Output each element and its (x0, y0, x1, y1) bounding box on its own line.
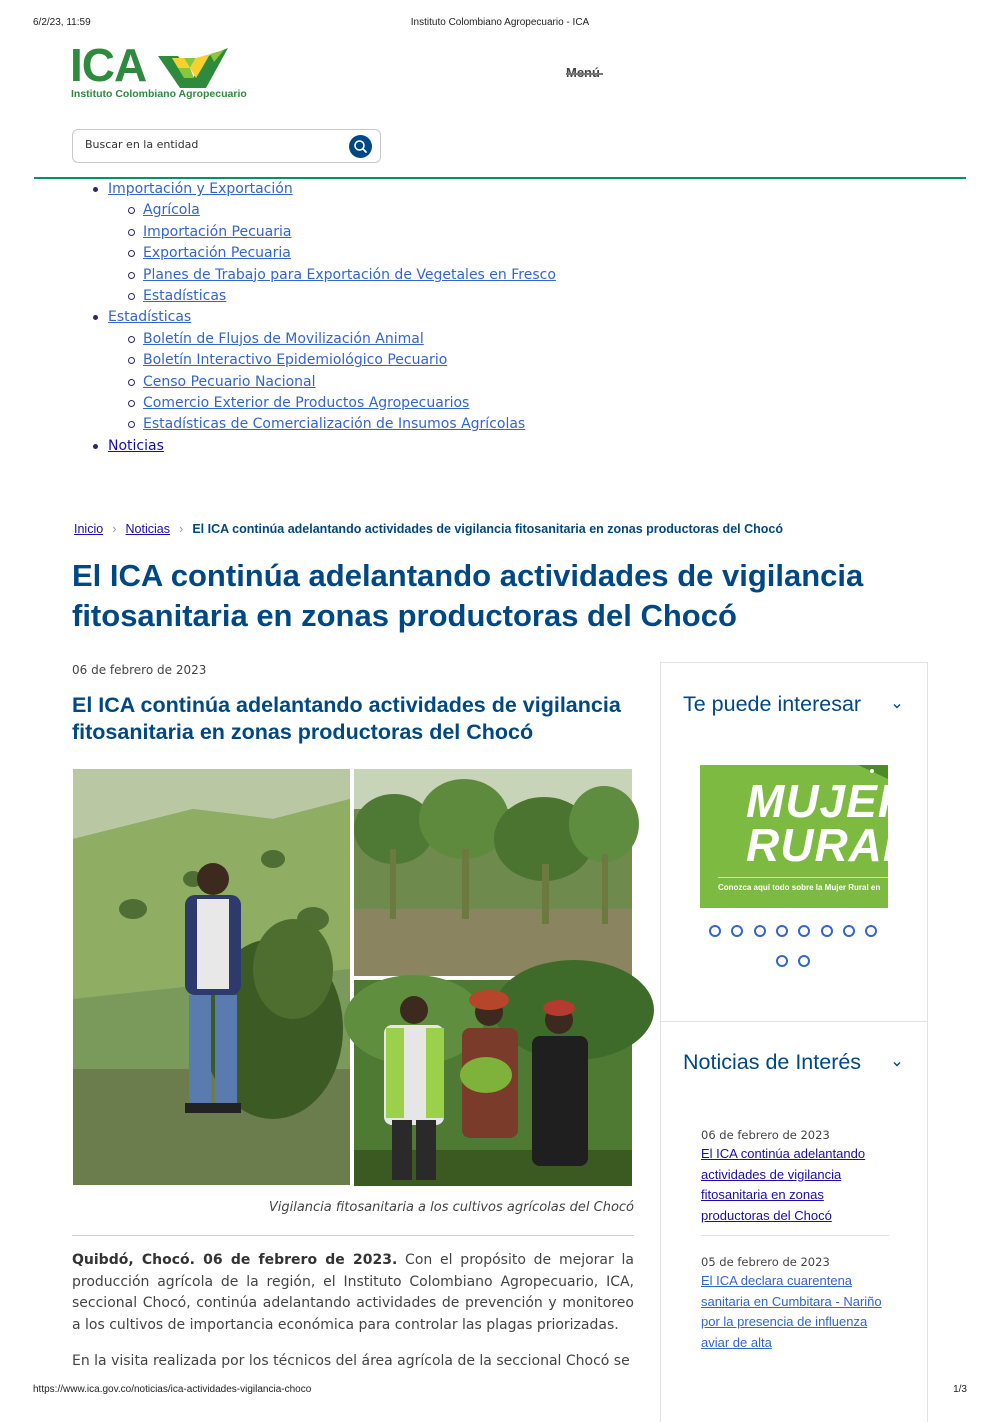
search-box (72, 129, 381, 163)
article-lead-bold: Quibdó, Chocó. 06 de febrero de 2023. (72, 1252, 398, 1268)
bullet-icon (128, 250, 135, 257)
photo-technician-avocado (73, 769, 350, 1185)
news-item (701, 1254, 889, 1352)
search-button[interactable] (349, 135, 372, 158)
carousel-dot[interactable] (865, 925, 877, 937)
bullet-icon (128, 229, 135, 236)
carousel-dot[interactable] (709, 925, 721, 937)
bullet-icon (128, 421, 135, 428)
breadcrumb-current: El ICA continúa adelantando actividades de vigilancia fitosanitaria en zonas productoras del Chocó (192, 522, 783, 536)
banner-rule (718, 877, 908, 878)
bullet-icon (128, 207, 135, 214)
article-divider (72, 1235, 634, 1236)
search-input[interactable] (83, 137, 347, 152)
nav-link[interactable]: Censo Pecuario Nacional (143, 373, 316, 390)
bullet-icon (128, 357, 135, 364)
photo-group-oranges (354, 980, 632, 1186)
article-lead-text: Con el propósito de mejorar la producción agrícola de la región, el Instituto Colombiano Agropecuario, ICA, seccional Chocó, continúa adelantando actividades de prevención y monitoreo a los cultivos de importancia económica para controlar las plagas priorizadas. (72, 1252, 634, 1333)
nav-subitem (143, 372, 315, 393)
photo-banana-field (354, 769, 632, 976)
nav-subitem (143, 222, 291, 243)
carousel-dot[interactable] (843, 925, 855, 937)
news-date: 06 de febrero de 2023 (701, 1128, 830, 1142)
nav-link[interactable]: Importación y Exportación (108, 181, 293, 197)
nav-subitem (143, 329, 424, 350)
nav-link[interactable]: Estadísticas (143, 288, 227, 304)
bullet-icon (93, 315, 98, 320)
news-link[interactable]: El ICA continúa adelantando actividades de vigilancia fitosanitaria en zonas productoras del Chocó (701, 1146, 866, 1223)
banner-caption: Conozca aquí todo sobre la Mujer Rural en (718, 883, 881, 892)
bullet-icon (128, 336, 135, 343)
nav-link[interactable]: Boletín Interactivo Epidemiológico Pecuario (143, 352, 448, 369)
news-date: 05 de febrero de 2023 (701, 1255, 830, 1269)
breadcrumb-section-link[interactable]: Noticias (125, 522, 170, 536)
nav-link[interactable]: Exportación Pecuaria (143, 245, 291, 262)
carousel-dot[interactable] (776, 925, 788, 937)
bullet-icon (128, 400, 135, 407)
nav-subitem (143, 200, 200, 221)
article-body (72, 1250, 634, 1388)
article-paragraph: En la visita realizada por los técnicos del área agrícola de la seccional Chocó se (72, 1353, 630, 1369)
print-datetime: 6/2/23, 11:59 (33, 17, 91, 28)
carousel-dot[interactable] (798, 925, 810, 937)
logo-mark-icon (158, 48, 228, 90)
nav-subitem (143, 243, 291, 264)
nav-link[interactable]: Estadísticas de Comercialización de Insumos Agrícolas (143, 416, 526, 433)
nav-item-importacion-exportacion (108, 179, 293, 200)
article-title: El ICA continúa adelantando actividades de vigilancia fitosanitaria en zonas productoras del Chocó (72, 693, 621, 744)
nav-link[interactable]: Estadísticas (108, 309, 192, 326)
print-url: https://www.ica.gov.co/noticias/ica-actividades-vigilancia-choco (33, 1384, 312, 1395)
carousel-dot[interactable] (821, 925, 833, 937)
page-title: El ICA continúa adelantando actividades de vigilancia fitosanitaria en zonas productoras del Chocó (72, 558, 864, 633)
chevron-down-icon[interactable] (892, 701, 902, 711)
ica-logo[interactable] (70, 39, 247, 104)
sidebar-heading-news[interactable] (683, 1050, 861, 1075)
nav-subitem (143, 414, 525, 435)
nav-link[interactable]: Agrícola (143, 202, 200, 219)
nav-subitem (143, 286, 226, 307)
print-page-number: 1/3 (953, 1384, 967, 1395)
banner-title-line2: RURAL (746, 819, 912, 871)
menu-bar-icon (566, 73, 603, 75)
bullet-icon (93, 444, 98, 449)
article-paragraph (72, 1250, 634, 1336)
sidebar-divider (661, 1021, 927, 1022)
nav-item-estadisticas (108, 307, 191, 328)
print-page-title: Instituto Colombiano Agropecuario - ICA (410, 17, 590, 28)
nav-link[interactable]: Boletín de Flujos de Movilización Animal (143, 330, 424, 347)
logo-wordmark: ICA (70, 39, 147, 91)
breadcrumb (74, 521, 783, 536)
carousel-dot[interactable] (776, 955, 788, 967)
bullet-icon (128, 272, 135, 279)
carousel-dot[interactable] (731, 925, 743, 937)
banner-title-line1: MUJER (746, 775, 913, 827)
search-icon (349, 135, 372, 158)
sidebar-heading-label: Te puede interesar (683, 692, 862, 716)
mujer-rural-banner[interactable] (700, 765, 913, 908)
nav-subitem (143, 350, 447, 371)
chevron-right-icon: › (112, 521, 117, 536)
news-divider (701, 1235, 889, 1236)
nav-link[interactable]: Importación Pecuaria (143, 223, 292, 240)
nav-link[interactable]: Comercio Exterior de Productos Agropecuarios (143, 395, 470, 411)
sidebar (660, 662, 928, 1422)
carousel-dot[interactable] (798, 955, 810, 967)
article-photo-collage (73, 769, 632, 1186)
breadcrumb-home-link[interactable]: Inicio (74, 522, 104, 536)
chevron-down-icon[interactable] (892, 1059, 902, 1069)
bullet-icon (128, 293, 135, 300)
nav-item-noticias (108, 436, 164, 457)
logo-subtitle: Instituto Colombiano Agropecuario (71, 88, 247, 100)
menu-button[interactable] (566, 65, 600, 80)
bullet-icon (93, 187, 98, 192)
nav-subitem (143, 393, 469, 414)
news-link[interactable]: El ICA declara cuarentena sanitaria en Cumbitara - Nariño por la presencia de influenza aviar de alta (701, 1273, 882, 1350)
article-date: 06 de febrero de 2023 (72, 663, 207, 677)
news-item (701, 1127, 889, 1225)
sidebar-heading-interest[interactable] (683, 692, 861, 717)
nav-subitem (143, 265, 556, 286)
nav-link[interactable]: Planes de Trabajo para Exportación de Vegetales en Fresco (143, 266, 556, 283)
bullet-icon (128, 379, 135, 386)
sidebar-heading-label: Noticias de Interés (683, 1050, 862, 1074)
carousel-dot[interactable] (754, 925, 766, 937)
nav-link[interactable]: Noticias (108, 437, 164, 454)
chevron-right-icon: › (179, 521, 184, 536)
photo-caption: Vigilancia fitosanitaria a los cultivos agrícolas del Chocó (268, 1200, 634, 1215)
